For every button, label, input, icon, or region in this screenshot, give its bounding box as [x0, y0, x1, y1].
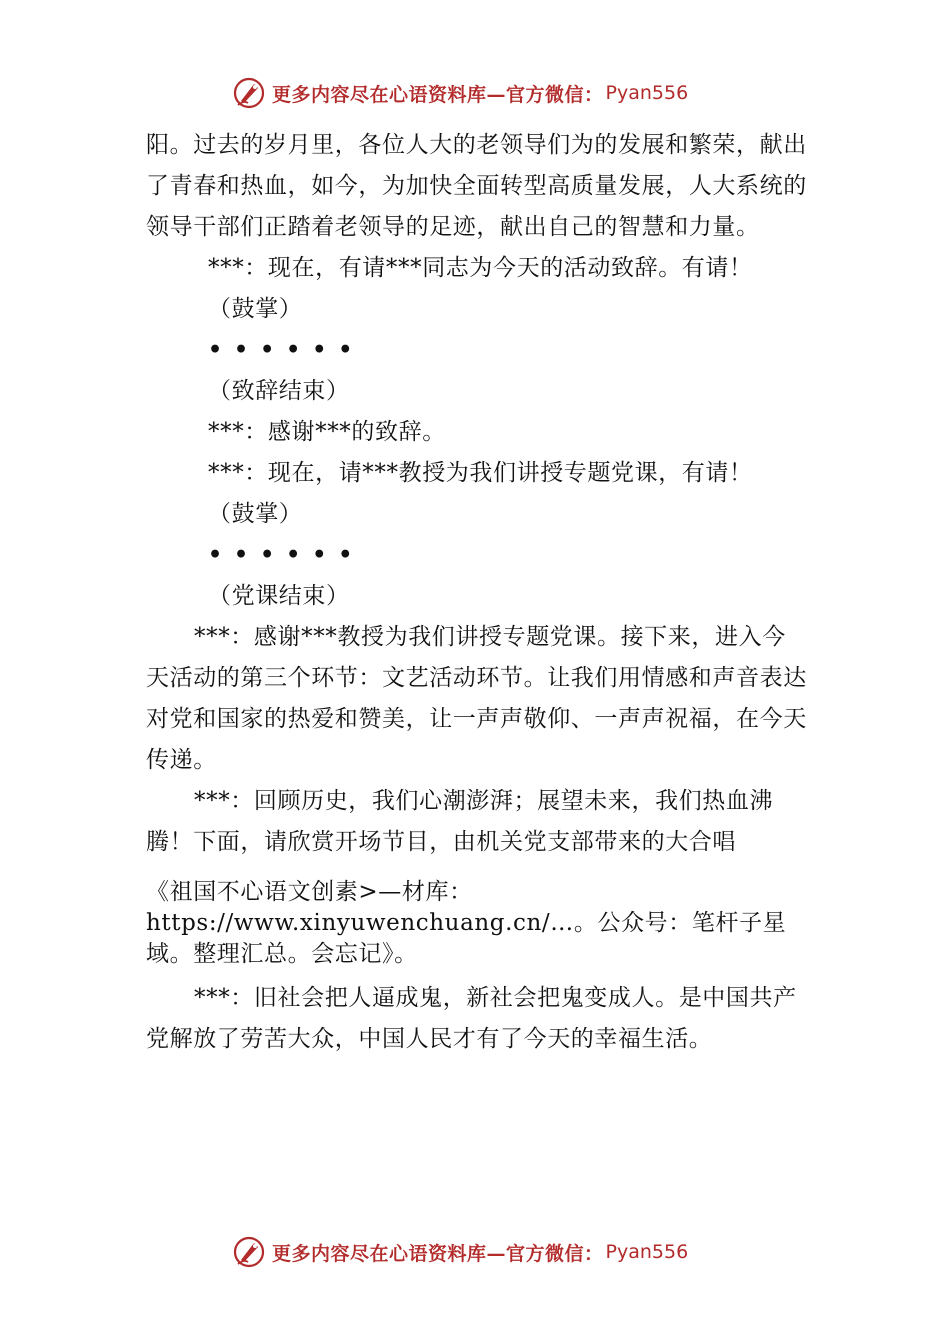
stage-note: （党课结束） — [208, 583, 350, 609]
paragraph: ***：旧社会把人逼成鬼，新社会把鬼变成人。是中国共产党解放了劳苦大众，中国人民才有了今天的幸福生活。 — [146, 985, 797, 1052]
paragraph: 阳。过去的岁月里，各位人大的老领导们为的发展和繁荣，献出了青春和热血，如今，为加快全面转型高质量发展，人大系统的领导干部们正踏着老领导的足迹，献出自己的智慧和力量。 — [146, 132, 807, 240]
paragraph: ***：感谢***教授为我们讲授专题党课。接下来，进入今天活动的第三个环节：文艺活动环节。让我们用情感和声音表达对党和国家的热爱和赞美，让一声声敬仰、一声声祝福，在今天传递。 — [146, 624, 807, 773]
header-text: 更多内容尽在心语资料库—官方微信： — [272, 83, 604, 106]
paragraph: ***：感谢***的致辞。 — [208, 419, 446, 445]
pen-nib-logo-icon — [232, 76, 266, 110]
footer-text: 更多内容尽在心语资料库—官方微信： — [272, 1242, 604, 1265]
ellipsis-dots: •••••• — [208, 337, 365, 363]
stage-note: （鼓掌） — [208, 501, 303, 527]
pen-nib-logo-icon — [232, 1235, 266, 1269]
paragraph: ***：现在，有请***同志为今天的活动致辞。有请！ — [208, 255, 753, 281]
document-body — [146, 125, 808, 1060]
footer-banner — [232, 1232, 732, 1272]
paragraph: ***：现在，请***教授为我们讲授专题党课，有请！ — [208, 460, 753, 486]
stage-note: （鼓掌） — [208, 296, 303, 322]
header-wechat-id: Pyan556 — [605, 82, 689, 104]
stage-note: （致辞结束） — [208, 378, 350, 404]
header-banner — [232, 73, 732, 113]
footer-wechat-id: Pyan556 — [605, 1241, 689, 1263]
paragraph: 《祖国不心语文创素>—材库：https://www.xinyuwenchuang.cn/…。公众号：笔杆子星域。整理汇总。会忘记》。 — [146, 879, 787, 967]
ellipsis-dots: •••••• — [208, 542, 365, 568]
paragraph: ***：回顾历史，我们心潮澎湃；展望未来，我们热血沸腾！下面，请欣赏开场节目，由机关党支部带来的大合唱 — [146, 788, 774, 855]
